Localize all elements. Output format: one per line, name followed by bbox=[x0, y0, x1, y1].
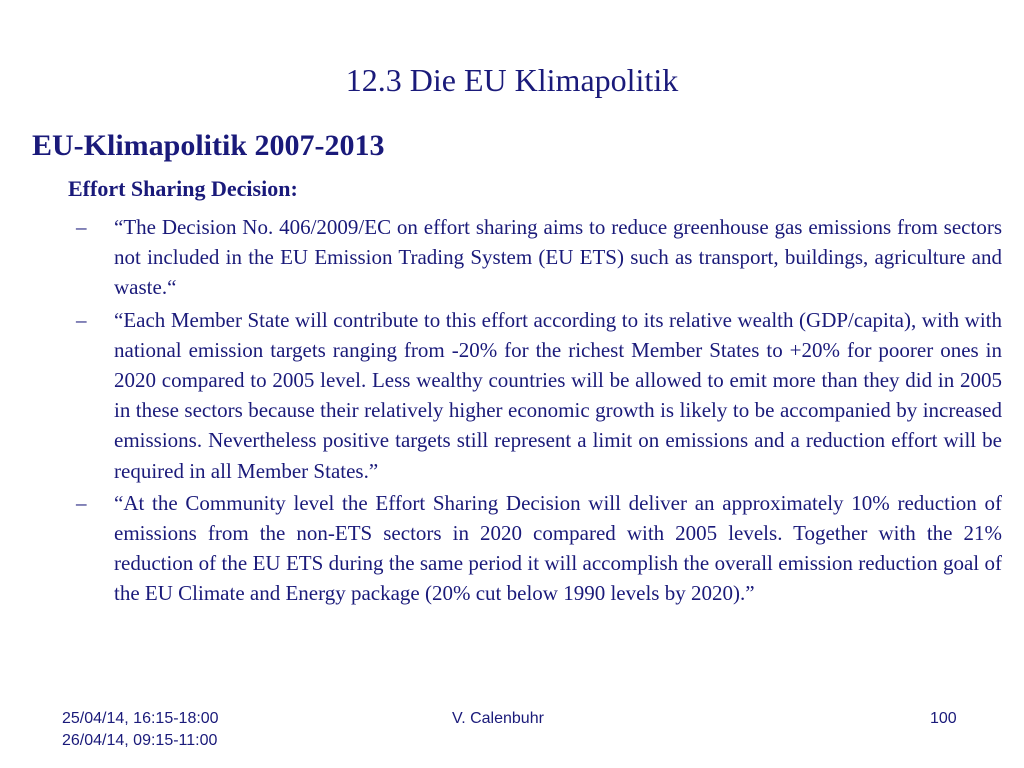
footer-date-line: 25/04/14, 16:15-18:00 bbox=[62, 710, 219, 727]
bullet-text: “The Decision No. 406/2009/EC on effort sharing aims to reduce greenhouse gas emissions from sectors not included in the EU Emission Trading System (EU ETS) such as transport, buildings, agriculture and waste.“ bbox=[114, 215, 1002, 300]
footer-dates bbox=[62, 708, 219, 752]
bullet-list bbox=[76, 212, 1002, 611]
bullet-item bbox=[76, 212, 1002, 303]
footer-date-line: 26/04/14, 09:15-11:00 bbox=[62, 732, 218, 749]
bullet-text: “At the Community level the Effort Sharing Decision will deliver an approximately 10% reduction of emissions from the non-ETS sectors in 2020 compared with 2005 levels. Together with the 21% reduction of the EU ETS during the same period it will accomplish the overall emission reduction goal of the EU Climate and Energy package (20% cut below 1990 levels by 2020).” bbox=[114, 490, 1002, 606]
footer-author: V. Calenbuhr bbox=[452, 710, 544, 727]
section-heading: EU-Klimapolitik 2007-2013 bbox=[32, 129, 385, 162]
bullet-item bbox=[76, 305, 1002, 486]
page-number: 100 bbox=[930, 710, 957, 727]
bullet-marker: – bbox=[76, 307, 87, 332]
bullet-marker: – bbox=[76, 490, 87, 515]
bullet-text: “Each Member State will contribute to this effort according to its relative wealth (GDP/capita), with with national emission targets ranging from -20% for the richest Member States to +20% for poorer ones in 2020 compared to 2005 level. Less wealthy countries will be allowed to emit more than they did in 2005 in these sectors because their relatively higher economic growth is likely to be accompanied by increased emissions. Nevertheless positive targets still represent a limit on emissions and a reduction effort will be required in all Member States.” bbox=[114, 307, 1002, 483]
bullet-item bbox=[76, 488, 1002, 609]
subsection-heading: Effort Sharing Decision: bbox=[68, 176, 298, 201]
slide-title: 12.3 Die EU Klimapolitik bbox=[345, 62, 679, 98]
bullet-marker: – bbox=[76, 215, 87, 239]
